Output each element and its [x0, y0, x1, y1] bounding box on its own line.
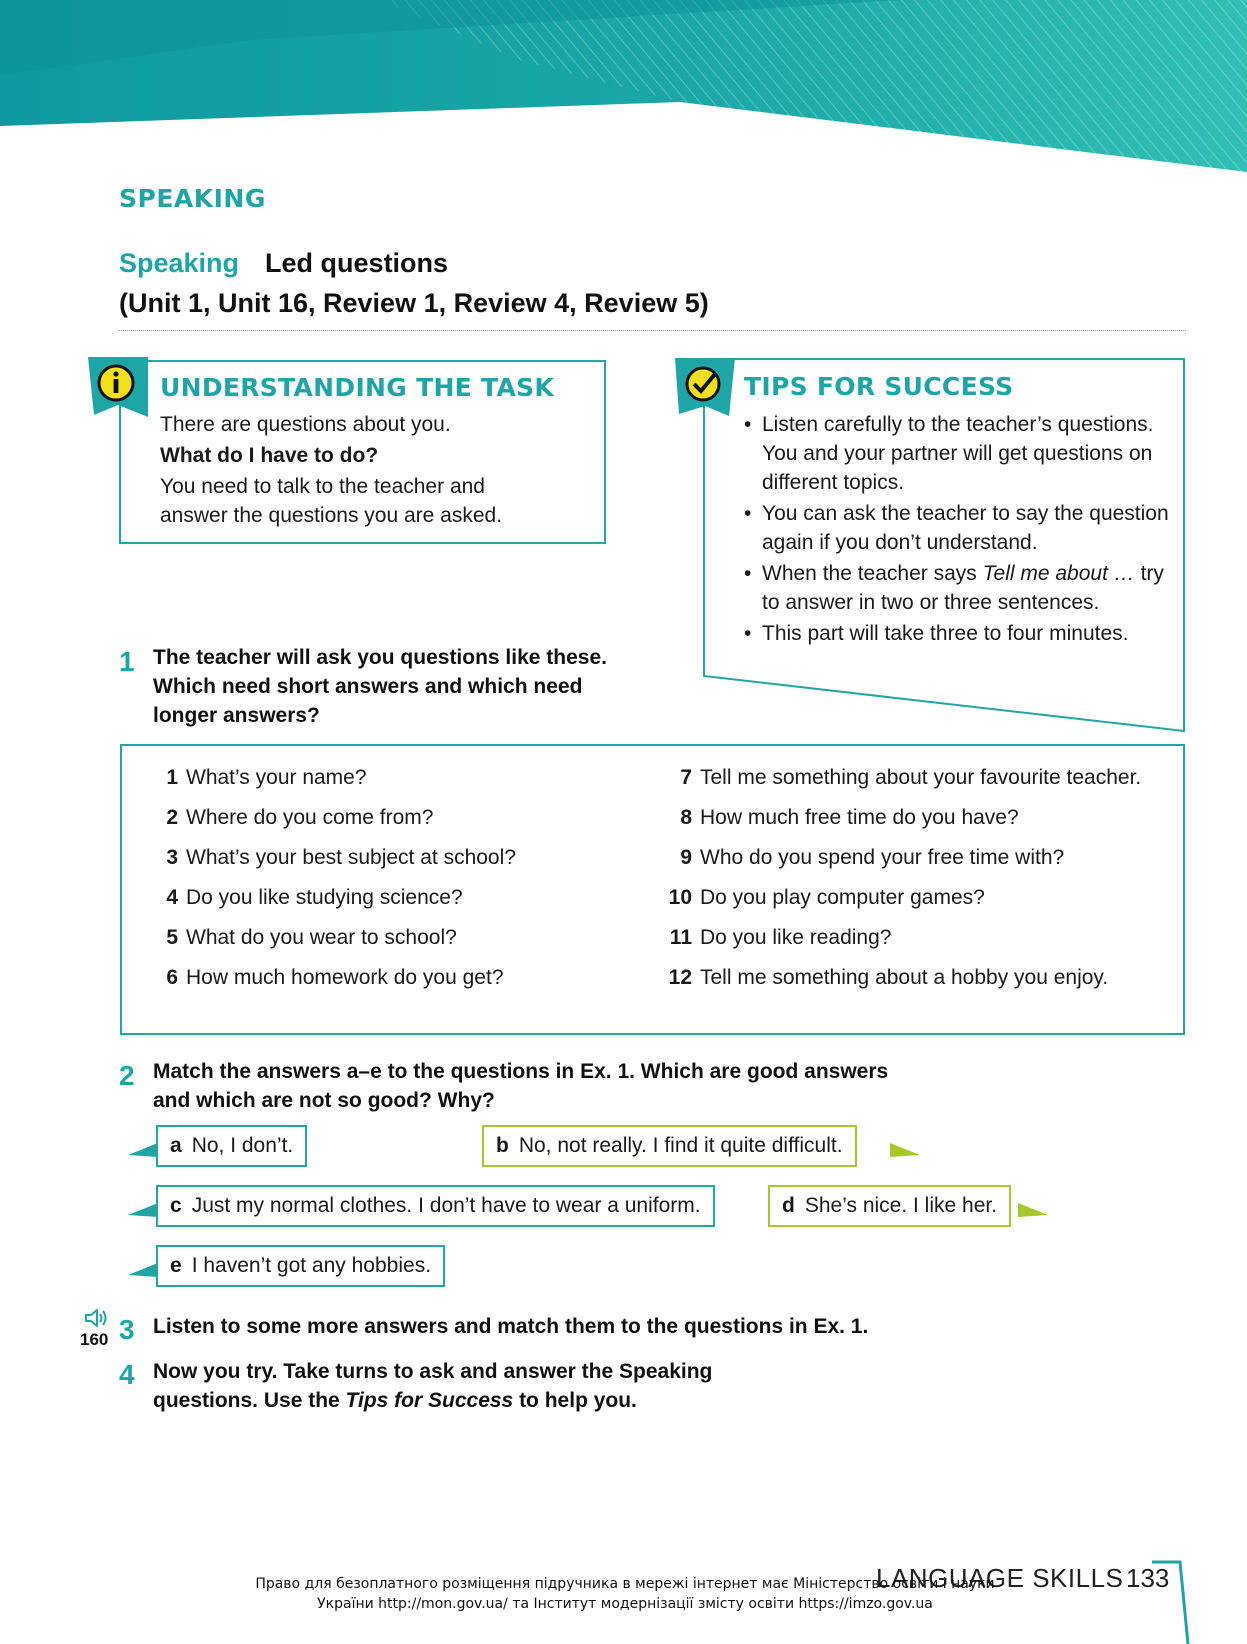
exercise-number: 3 [119, 1314, 135, 1345]
tip-item: • Listen carefully to the teacher’s questions. You and your partner will get questions on different topics. [744, 410, 1174, 497]
question-item [150, 804, 650, 832]
instruction-line: The teacher will ask you questions like these. [153, 646, 607, 669]
question-number: 7 [680, 766, 692, 789]
instruction-line [153, 1386, 712, 1415]
title-kicker: Speaking [119, 248, 240, 278]
answer-text: I haven’t got any hobbies. [191, 1254, 432, 1277]
question-number: 1 [166, 766, 178, 789]
tips-heading: TIPS FOR SUCCESS [744, 372, 1014, 401]
speech-tail [1018, 1203, 1048, 1217]
answer-text: No, I don’t. [191, 1134, 294, 1157]
page-number: 133 [1126, 1563, 1170, 1593]
questions-right-list [664, 764, 1184, 1004]
audio-track-number: 160 [80, 1330, 109, 1349]
question-item [664, 924, 1184, 952]
page-title [119, 248, 448, 279]
answer-option [156, 1245, 445, 1287]
exercise-instruction [153, 1057, 888, 1115]
speech-tail [128, 1263, 158, 1277]
divider [119, 330, 1186, 331]
question-number: 8 [680, 806, 692, 829]
answer-letter: b [496, 1134, 509, 1157]
question-item [664, 764, 1184, 792]
answer-text: Just my normal clothes. I don’t have to wear a uniform. [191, 1194, 701, 1217]
task-question: What do I have to do? [160, 444, 379, 467]
instruction-line: longer answers? [153, 704, 320, 727]
question-text: Tell me something about a hobby you enjoy. [700, 966, 1109, 989]
question-item [664, 804, 1184, 832]
questions-left-list [150, 764, 650, 1004]
task-line: There are questions about you. [160, 413, 451, 436]
exercise-number: 4 [119, 1359, 135, 1390]
question-text: Do you play computer games? [700, 886, 985, 909]
answer-text: No, not really. I find it quite difficult. [518, 1134, 843, 1157]
title-main: Led questions [265, 248, 449, 278]
exercise-number: 2 [119, 1060, 135, 1091]
question-number: 6 [166, 966, 178, 989]
question-number: 12 [668, 966, 692, 989]
task-line: answer the questions you are asked. [160, 504, 503, 527]
tip-item: • This part will take three to four minutes. [744, 619, 1174, 648]
question-text: Who do you spend your free time with? [700, 846, 1065, 869]
instruction-line: Match the answers a–e to the questions in Ex. 1. Which are good answers [153, 1060, 889, 1083]
exercise-instruction: Listen to some more answers and match them to the questions in Ex. 1. [153, 1315, 869, 1338]
answer-option [768, 1185, 1011, 1227]
question-text: Tell me something about your favourite teacher. [700, 766, 1142, 789]
instruction-text: questions. Use the [153, 1389, 346, 1412]
question-number: 4 [166, 886, 178, 909]
footer-section-name: LANGUAGE SKILLS [876, 1563, 1124, 1593]
question-item [664, 964, 1184, 992]
exercise-instruction [153, 643, 607, 730]
question-number: 11 [669, 926, 692, 949]
question-item [150, 844, 650, 872]
copyright-notice [200, 1574, 1050, 1614]
question-number: 3 [166, 846, 178, 869]
copyright-line: України http://mon.gov.ua/ та Інститут модернізації змісту освіти https://imzo.gov.ua [317, 1596, 933, 1612]
task-line: You need to talk to the teacher and [160, 475, 485, 498]
info-icon [88, 357, 148, 417]
answer-letter: c [170, 1194, 182, 1217]
tip-text: When the teacher says [762, 562, 983, 585]
question-number: 10 [668, 886, 692, 909]
answer-option [156, 1125, 307, 1167]
tip-item: • You can ask the teacher to say the question again if you don’t understand. [744, 499, 1174, 557]
question-text: How much homework do you get? [186, 966, 504, 989]
check-icon [675, 358, 735, 418]
question-text: What’s your best subject at school? [186, 846, 516, 869]
copyright-line: Право для безоплатного розміщення підручника в мережі інтернет має Міністерство освіти і науки [255, 1576, 995, 1592]
question-item [150, 924, 650, 952]
question-item [150, 884, 650, 912]
question-text: How much free time do you have? [700, 806, 1019, 829]
exercise-number: 1 [119, 646, 135, 677]
question-text: Where do you come from? [186, 806, 434, 829]
question-number: 9 [680, 846, 692, 869]
question-item [150, 964, 650, 992]
instruction-emphasis: Tips for Success [345, 1389, 514, 1412]
answer-letter: e [170, 1254, 182, 1277]
section-label: SPEAKING [119, 184, 266, 213]
question-text: Do you like reading? [700, 926, 892, 949]
answer-letter: d [782, 1194, 795, 1217]
exercise-instruction [153, 1357, 712, 1415]
tip-emphasis: Tell me about … [982, 562, 1135, 585]
instruction-text: to help you. [513, 1389, 637, 1412]
answer-text: She’s nice. I like her. [804, 1194, 998, 1217]
question-text: What do you wear to school? [186, 926, 457, 949]
question-item [664, 844, 1184, 872]
tip-item [744, 559, 1174, 617]
answer-letter: a [170, 1134, 182, 1157]
answer-option [156, 1185, 715, 1227]
title-subtitle: (Unit 1, Unit 16, Review 1, Review 4, Review 5) [119, 288, 709, 318]
speech-tail [128, 1203, 158, 1217]
question-number: 5 [166, 926, 178, 949]
question-text: What’s your name? [186, 766, 367, 789]
speaker-icon[interactable] [84, 1307, 110, 1329]
question-text: Do you like studying science? [186, 886, 463, 909]
header-banner [0, 0, 1247, 175]
instruction-line: and which are not so good? Why? [153, 1089, 495, 1112]
task-heading: UNDERSTANDING THE TASK [160, 373, 555, 402]
question-item [664, 884, 1184, 912]
speech-tail [128, 1143, 158, 1157]
instruction-line: Which need short answers and which need [153, 675, 583, 698]
question-item [150, 764, 650, 792]
speech-tail [890, 1143, 920, 1157]
tips-list [744, 410, 1174, 650]
answer-option [482, 1125, 857, 1167]
instruction-line: Now you try. Take turns to ask and answer the Speaking [153, 1360, 713, 1383]
question-number: 2 [166, 806, 178, 829]
footer-rule [1150, 1560, 1190, 1644]
tip-text: try to answer in two or three sentences. [762, 562, 1164, 614]
